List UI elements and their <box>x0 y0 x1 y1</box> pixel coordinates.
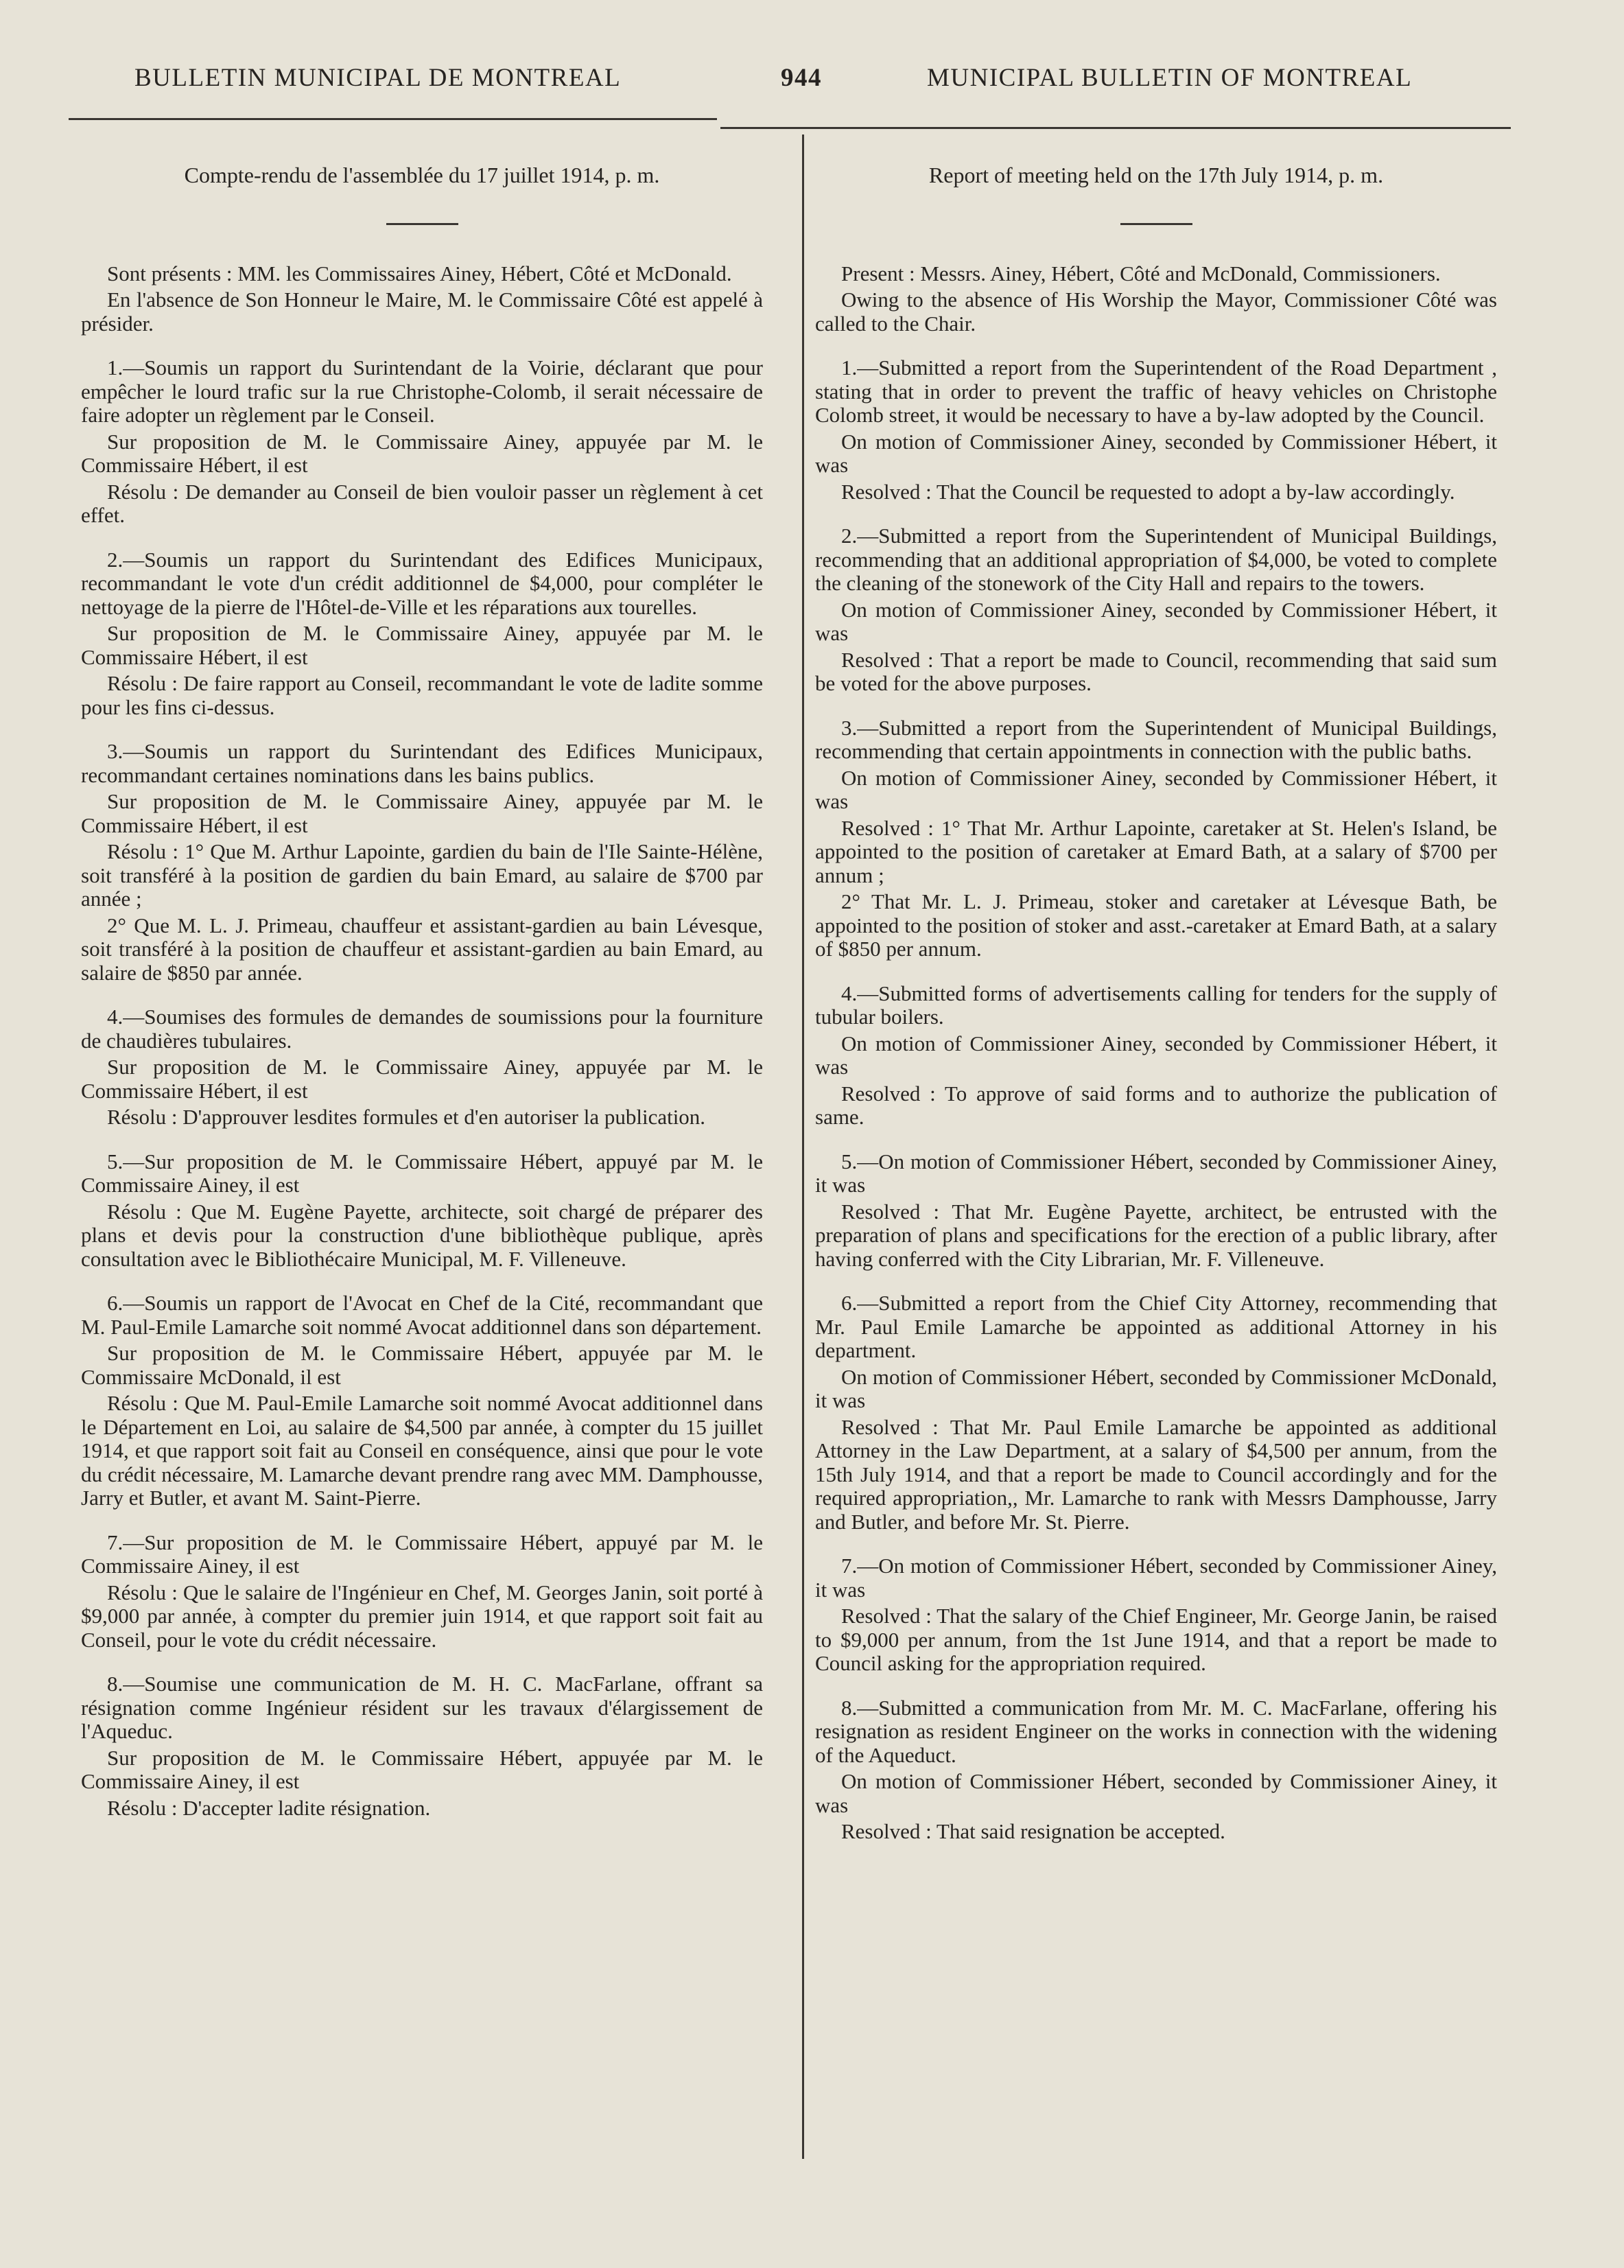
en-paragraph: On motion of Commissioner Ainey, seconded by Commissioner Hébert, it was <box>815 597 1497 645</box>
en-paragraph: 3.—Submitted a report from the Superintendent of Municipal Buildings, recommending that certain appointments in connection with the public baths. <box>815 715 1497 763</box>
en-paragraph: Resolved : That a report be made to Council, recommending that said sum be voted for the above purposes. <box>815 647 1497 695</box>
en-paragraph: Resolved : That said resignation be accepted. <box>841 1819 1225 1843</box>
en-paragraph: 6.—Submitted a report from the Chief City Attorney, recommending that Mr. Paul Emile Lamarche be appointed as additional Attorney in his department. <box>815 1291 1497 1362</box>
fr-paragraph: 4.—Soumises des formules de demandes de soumissions pour la fourniture de chaudières tubulaires. <box>81 1005 763 1053</box>
en-paragraph: Present : Messrs. Ainey, Hébert, Côté and McDonald, Commissioners. <box>841 261 1441 285</box>
en-paragraph: 7.—On motion of Commissioner Hébert, seconded by Commissioner Ainey, it was <box>815 1554 1497 1602</box>
fr-paragraph: 7.—Sur proposition de M. le Commissaire Hébert, appuyé par M. le Commissaire Ainey, il est <box>81 1530 763 1578</box>
en-paragraph: Resolved : 1° That Mr. Arthur Lapointe, caretaker at St. Helen's Island, be appointed to the position of caretaker at Emard Bath, at a salary of $700 per annum ; <box>815 815 1497 887</box>
fr-paragraph: Résolu : Que le salaire de l'Ingénieur en Chef, M. Georges Janin, soit porté à $9,000 par année, à compter du premier juin 1914, et que rapport soit fait au Conseil, pour le vote du crédit nécessaire. <box>81 1580 763 1652</box>
en-paragraph: Resolved : That Mr. Paul Emile Lamarche be appointed as additional Attorney in the Law Department, at a salary of $4,500 per annum, from the 15th July 1914, and that a report be made to Council accordingly and for the required appropriation,, Mr. Lamarche to rank with Messrs Damphousse, Jarry and Butler, and before Mr. St. Pierre. <box>815 1414 1497 1534</box>
en-paragraph: 2° That Mr. L. J. Primeau, stoker and caretaker at Lévesque Bath, be appointed to the position of stoker and asst.-caretaker at Emard Bath, at a salary of $850 per annum. <box>815 889 1497 961</box>
fr-paragraph: Résolu : Que M. Eugène Payette, architecte, soit chargé de préparer des plans et devis pour la construction d'une bibliothèque publique, après consultation avec le Bibliothécaire Municipal, M. F. Villeneuve. <box>81 1199 763 1271</box>
en-paragraph: Owing to the absence of His Worship the Mayor, Commissioner Côté was called to the Chair. <box>815 288 1497 336</box>
en-paragraph: 8.—Submitted a communication from Mr. M. C. MacFarlane, offering his resignation as resident Engineer on the works in connection with the widening of the Aqueduct. <box>815 1695 1497 1767</box>
page-number: 944 <box>781 64 822 92</box>
running-header-english: MUNICIPAL BULLETIN OF MONTREAL <box>927 64 1413 92</box>
fr-paragraph: Sur proposition de M. le Commissaire Ainey, appuyée par M. le Commissaire Hébert, il est <box>81 789 763 837</box>
fr-paragraph: 2.—Soumis un rapport du Surintendant des Edifices Municipaux, recommandant le vote d'un crédit additionnel de $4,000, pour compléter le nettoyage de la pierre de l'Hôtel-de-Ville et les réparations aux tourelles. <box>81 547 763 619</box>
en-paragraph: On motion of Commissioner Ainey, seconded by Commissioner Hébert, it was <box>815 429 1497 477</box>
fr-paragraph: Résolu : D'approuver lesdites formules et d'en autoriser la publication. <box>107 1105 706 1129</box>
en-paragraph: Resolved : That Mr. Eugène Payette, architect, be entrusted with the preparation of plans and specifications for the erection of a public library, after having conferred with the City Librarian, Mr. F. Villeneuve. <box>815 1199 1497 1271</box>
fr-paragraph: Sur proposition de M. le Commissaire Ainey, appuyée par M. le Commissaire Hébert, il est <box>81 429 763 477</box>
fr-paragraph: Sur proposition de M. le Commissaire Hébert, appuyée par M. le Commissaire Ainey, il est <box>81 1745 763 1793</box>
fr-paragraph: Résolu : Que M. Paul-Emile Lamarche soit nommé Avocat additionnel dans le Département en Loi, au salaire de $4,500 par année, à compter du 15 juillet 1914, et que rapport soit fait au Conseil en conséquence, ainsi que pour le vote du crédit nécessaire, M. Lamarche devant prendre rang avec MM. Damphousse, Jarry et Butler, et avant M. Saint-Pierre. <box>81 1391 763 1510</box>
en-paragraph: Resolved : That the Council be requested to adopt a by-law accordingly. <box>841 479 1455 504</box>
fr-paragraph: Résolu : 1° Que M. Arthur Lapointe, gardien du bain de l'Ile Sainte-Hélène, soit transféré à la position de gardien du bain Emard, au salaire de $700 par année ; <box>81 839 763 911</box>
fr-paragraph: 2° Que M. L. J. Primeau, chauffeur et assistant-gardien au bain Lévesque, soit transféré à la position de chauffeur et assistant-gardien au bain Emard, au salaire de $850 par année. <box>81 913 763 985</box>
en-paragraph: On motion of Commissioner Hébert, seconded by Commissioner McDonald, it was <box>815 1364 1497 1412</box>
en-paragraph: 5.—On motion of Commissioner Hébert, seconded by Commissioner Ainey, it was <box>815 1149 1497 1197</box>
english-title: Report of meeting held on the 17th July 1914, p. m. <box>928 163 1384 187</box>
en-paragraph: 2.—Submitted a report from the Superintendent of Municipal Buildings, recommending that an additional appropriation of $4,000, be voted to complete the cleaning of the stonework of the City Hall and repairs to the towers. <box>815 524 1497 595</box>
en-paragraph: On motion of Commissioner Hébert, seconded by Commissioner Ainey, it was <box>815 1769 1497 1817</box>
french-title-rule <box>386 223 458 225</box>
fr-paragraph: Sont présents : MM. les Commissaires Ainey, Hébert, Côté et McDonald. <box>107 261 732 285</box>
english-column <box>803 163 1509 1847</box>
fr-paragraph: 5.—Sur proposition de M. le Commissaire Hébert, appuyé par M. le Commissaire Ainey, il est <box>81 1149 763 1197</box>
en-paragraph: Resolved : To approve of said forms and to authorize the publication of same. <box>815 1081 1497 1129</box>
en-paragraph: On motion of Commissioner Ainey, seconded by Commissioner Hébert, it was <box>815 1031 1497 1079</box>
fr-paragraph: 1.—Soumis un rapport du Surintendant de la Voirie, déclarant que pour empêcher le lourd trafic sur la rue Christophe-Colomb, il serait nécessaire de faire adopter un règlement par le Conseil. <box>81 355 763 427</box>
fr-paragraph: 8.—Soumise une communication de M. H. C. MacFarlane, offrant sa résignation comme Ingénieur résident sur les travaux d'élargissement de l'Aqueduc. <box>81 1672 763 1743</box>
fr-paragraph: En l'absence de Son Honneur le Maire, M. le Commissaire Côté est appelé à présider. <box>81 288 763 336</box>
en-paragraph: On motion of Commissioner Ainey, seconded by Commissioner Hébert, it was <box>815 765 1497 813</box>
fr-paragraph: 6.—Soumis un rapport de l'Avocat en Chef de la Cité, recommandant que M. Paul-Emile Lamarche soit nommé Avocat additionnel dans son département. <box>81 1291 763 1339</box>
fr-paragraph: Sur proposition de M. le Commissaire Hébert, appuyée par M. le Commissaire McDonald, il est <box>81 1341 763 1389</box>
french-column <box>69 163 775 1823</box>
french-title: Compte-rendu de l'assemblée du 17 juillet 1914, p. m. <box>184 163 660 187</box>
running-header-french: BULLETIN MUNICIPAL DE MONTREAL <box>134 64 622 92</box>
fr-paragraph: Résolu : De demander au Conseil de bien vouloir passer un règlement à cet effet. <box>81 479 763 527</box>
fr-paragraph: 3.—Soumis un rapport du Surintendant des Edifices Municipaux, recommandant certaines nominations dans les bains publics. <box>81 739 763 787</box>
fr-paragraph: Résolu : D'accepter ladite résignation. <box>107 1795 431 1820</box>
english-title-rule <box>1120 223 1192 225</box>
en-paragraph: Resolved : That the salary of the Chief Engineer, Mr. George Janin, be raised to $9,000 per annum, from the 1st June 1914, and that a report be made to Council asking for the appropriation required. <box>815 1604 1497 1675</box>
fr-paragraph: Sur proposition de M. le Commissaire Ainey, appuyée par M. le Commissaire Hébert, il est <box>81 1055 763 1103</box>
header-rule-right <box>720 127 1511 129</box>
en-paragraph: 1.—Submitted a report from the Superintendent of the Road Department , stating that in order to prevent the traffic of heavy vehicles on Christophe Colomb street, it would be necessary to have a by-law adopted by the Council. <box>815 355 1497 427</box>
en-paragraph: 4.—Submitted forms of advertisements calling for tenders for the supply of tubular boilers. <box>815 981 1497 1029</box>
header-rule-left <box>69 118 717 120</box>
fr-paragraph: Résolu : De faire rapport au Conseil, recommandant le vote de ladite somme pour les fins ci-dessus. <box>81 671 763 719</box>
fr-paragraph: Sur proposition de M. le Commissaire Ainey, appuyée par M. le Commissaire Hébert, il est <box>81 621 763 669</box>
